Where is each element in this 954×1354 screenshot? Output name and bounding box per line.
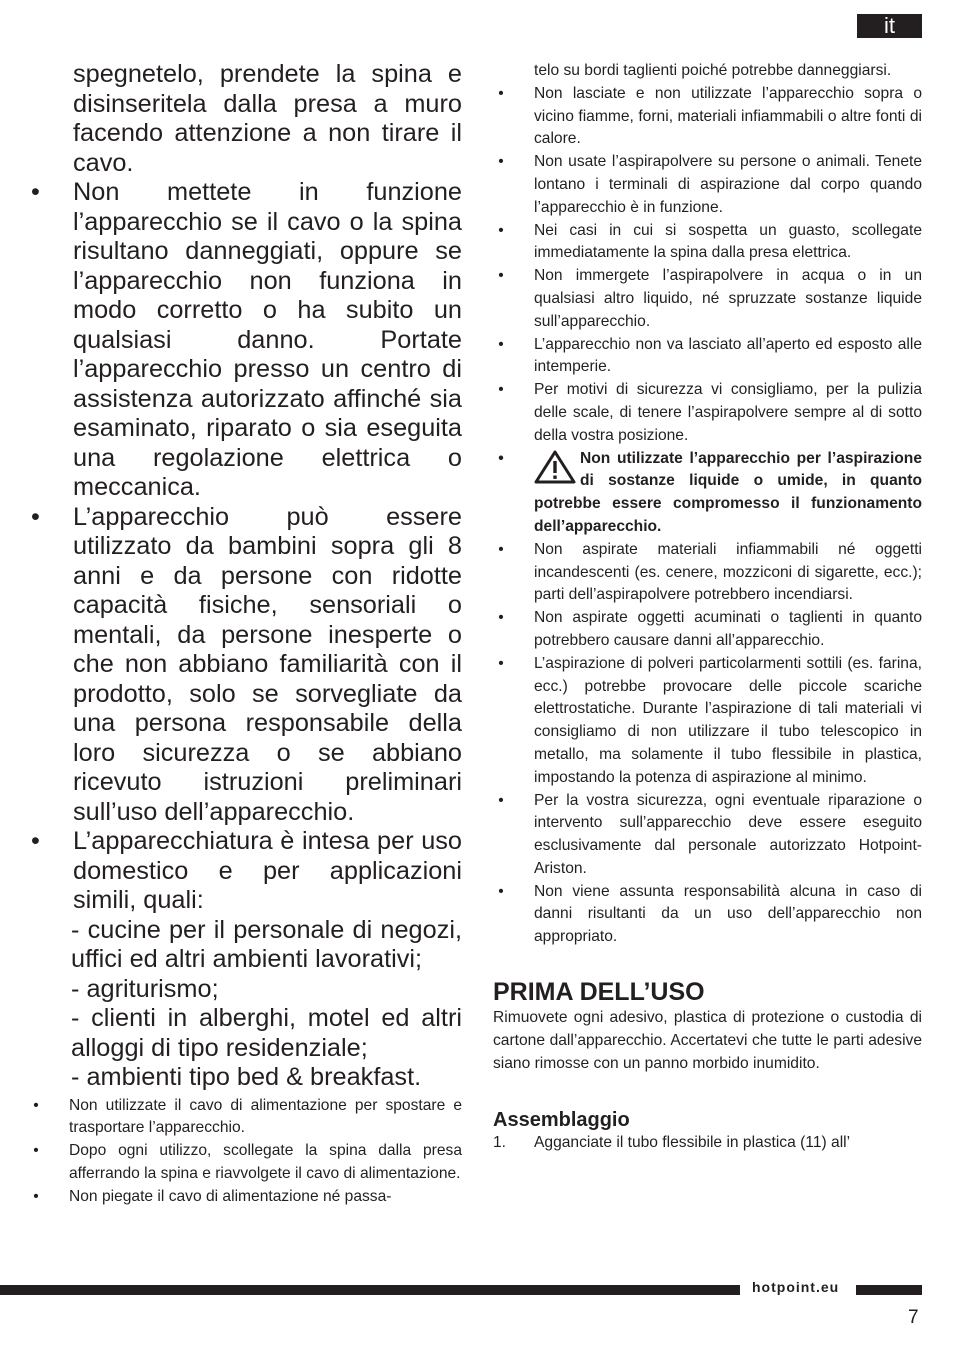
list-item (493, 151, 922, 219)
list-item (28, 1095, 462, 1141)
list-item (493, 83, 922, 151)
bullet: • (498, 335, 504, 353)
dash-item: - cucine per il personale di negozi, uffici ed altri ambienti lavorativi; (71, 915, 462, 973)
list-item (493, 379, 922, 447)
list-item-text: Nei casi in cui si sospetta un guasto, scollegate immediatamente la spina dalla presa elettrica. (534, 221, 922, 262)
list-item-text: L’apparecchiatura è intesa per uso domestico e per applicazioni simili, quali: (73, 827, 462, 914)
bullet: • (498, 882, 504, 900)
list-item-text: Non mettete in funzione l’apparecchio se il cavo o la spina risultano danneggiati, oppure se l’apparecchio non funziona in modo corretto o ha subito un qualsiasi danno. Portate l’apparecchio presso un centro di assistenza autorizzato affinché sia esaminato, riparato o sia eseguita una regolazione elettrica o meccanica. (73, 178, 462, 501)
right-column (493, 60, 922, 1155)
bullet: • (33, 1142, 39, 1160)
list-item (493, 653, 922, 790)
dash-item: - ambienti tipo bed & breakfast. (71, 1063, 422, 1091)
footer-site: hotpoint.eu (752, 1279, 840, 1295)
section-title: PRIMA DELL’USO (493, 978, 705, 1007)
subsection-title: Assemblaggio (493, 1109, 630, 1132)
list-item-text: Non aspirate materiali infiammabili né oggetti incandescenti (es. cenere, mozziconi di sigarette, ecc.); parti dell’aspirapolvere potrebbero incendiarsi. (534, 540, 922, 604)
list-item-text: Dopo ogni utilizzo, scollegate la spina dalla presa afferrando la spina e riavvolgete il cavo di alimentazione. (69, 1142, 462, 1182)
bullet: • (498, 540, 504, 558)
bullet: • (498, 267, 504, 285)
list-item-text: L’aspirazione di polveri particolarmenti sottili (es. farina, ecc.) potrebbe provocare delle piccole scariche elettrostatiche. Durante l’aspirazione di tali materiali vi consigliamo di non utilizzare il tubo telescopico in metallo, ma solamente il tubo flessibile in plastica, impostando la potenza di aspirazione al minimo. (534, 654, 922, 786)
language-badge: it (857, 14, 922, 38)
warning-list-item (493, 448, 922, 539)
list-item-text: Non immergete l’aspirapolvere in acqua o in un qualsiasi altro liquido, né spruzzate sostanze liquide sull’apparecchio. (534, 267, 922, 330)
step-text: Agganciate il tubo flessibile in plastica (11) all’ (534, 1134, 851, 1152)
list-item-text: Non utilizzate il cavo di alimentazione per spostare e trasportare l’apparecchio. (69, 1096, 462, 1137)
bullet: • (33, 1187, 39, 1205)
list-item-text: L’apparecchio non va lasciato all’aperto ed esposto alle intemperie. (534, 335, 922, 376)
list-item-text: Non aspirate oggetti acuminati o taglienti in quanto potrebbero causare danni all’apparecchio. (534, 609, 922, 649)
list-item-text: Per la vostra sicurezza, ogni eventuale riparazione o intervento sull’apparecchio deve essere eseguito esclusivamente dal personale autorizzato Hotpoint-Ariston. (534, 791, 922, 877)
list-item (493, 539, 922, 607)
bullet: • (498, 84, 504, 102)
warning-text: Non utilizzate l’apparecchio per l’aspirazione di sostanze liquide o umide, in quanto potrebbe essere compromesso il funzionamento dell’apparecchio. (534, 449, 922, 535)
list-item (493, 790, 922, 881)
bullet: • (498, 449, 504, 467)
bullet: • (498, 153, 504, 171)
continuation-text (28, 60, 462, 178)
list-item (28, 1186, 462, 1209)
bullet: • (31, 827, 40, 855)
list-item-text: Non piegate il cavo di alimentazione né passa- (69, 1187, 392, 1205)
bullet: • (498, 654, 504, 672)
footer-rule (0, 1285, 740, 1295)
list-item-text: Non lasciate e non utilizzate l’apparecchio sopra o vicino fiamme, forni, materiali infiammabili o altre fonti di calore. (534, 84, 922, 148)
list-item (28, 1140, 462, 1186)
list-item-text: Per motivi di sicurezza vi consigliamo, per la pulizia delle scale, di tenere l’aspirapolvere sempre al di sotto della vostra posizione. (534, 381, 922, 444)
list-item (493, 334, 922, 380)
bullet: • (498, 609, 504, 627)
bullet: • (31, 178, 40, 206)
warning-triangle-icon (534, 450, 576, 484)
numbered-step (493, 1132, 922, 1155)
bullet: • (31, 502, 40, 531)
list-item (28, 178, 462, 503)
list-item (493, 607, 922, 653)
bullet: • (498, 221, 504, 239)
bullet: • (498, 381, 504, 399)
continuation-text-span: telo su bordi taglienti poiché potrebbe danneggiarsi. (534, 62, 892, 79)
step-number: 1. (493, 1134, 507, 1152)
bullet: • (498, 791, 504, 809)
list-item-text: Non viene assunta responsabilità alcuna in caso di danni risultanti da un uso dell’apparecchio non appropriato. (534, 882, 922, 946)
continuation-text (493, 60, 922, 83)
list-item (493, 220, 922, 266)
footer-rule-right (856, 1285, 922, 1295)
dash-item: - clienti in alberghi, motel ed altri alloggi di tipo residenziale; (71, 1004, 462, 1062)
list-item-text: Non usate l’aspirapolvere su persone o animali. Tenete lontano i terminali di aspirazione dal corpo quando l’apparecchio è in funzione. (534, 153, 922, 216)
continuation-text-span: spegnetelo, prendete la spina e disinseritela dalla presa a muro facendo attenzione a non tirare il cavo. (73, 60, 462, 177)
bullet: • (33, 1096, 39, 1114)
list-item (28, 503, 462, 828)
list-item (28, 827, 462, 916)
section-paragraph: Rimuovete ogni adesivo, plastica di protezione o custodia di cartone dall’apparecchio. Accertatevi che tutte le parti adesive siano rimosse con un panno morbido inumidito. (493, 1009, 922, 1072)
list-item (493, 881, 922, 949)
page-number: 7 (908, 1307, 919, 1328)
left-column (28, 60, 462, 1208)
list-item-text: L’apparecchio può essere utilizzato da bambini sopra gli 8 anni e da persone con ridotte capacità fisiche, sensoriali o mentali, da persone inesperte o che non abbiano familiarità con il prodotto, solo se sorvegliate da una persona responsabile della loro sicurezza o se abbiano ricevuto istruzioni preliminari sull’uso dell’apparecchio. (73, 502, 462, 826)
dash-item: - agriturismo; (71, 974, 219, 1003)
list-item (493, 265, 922, 333)
